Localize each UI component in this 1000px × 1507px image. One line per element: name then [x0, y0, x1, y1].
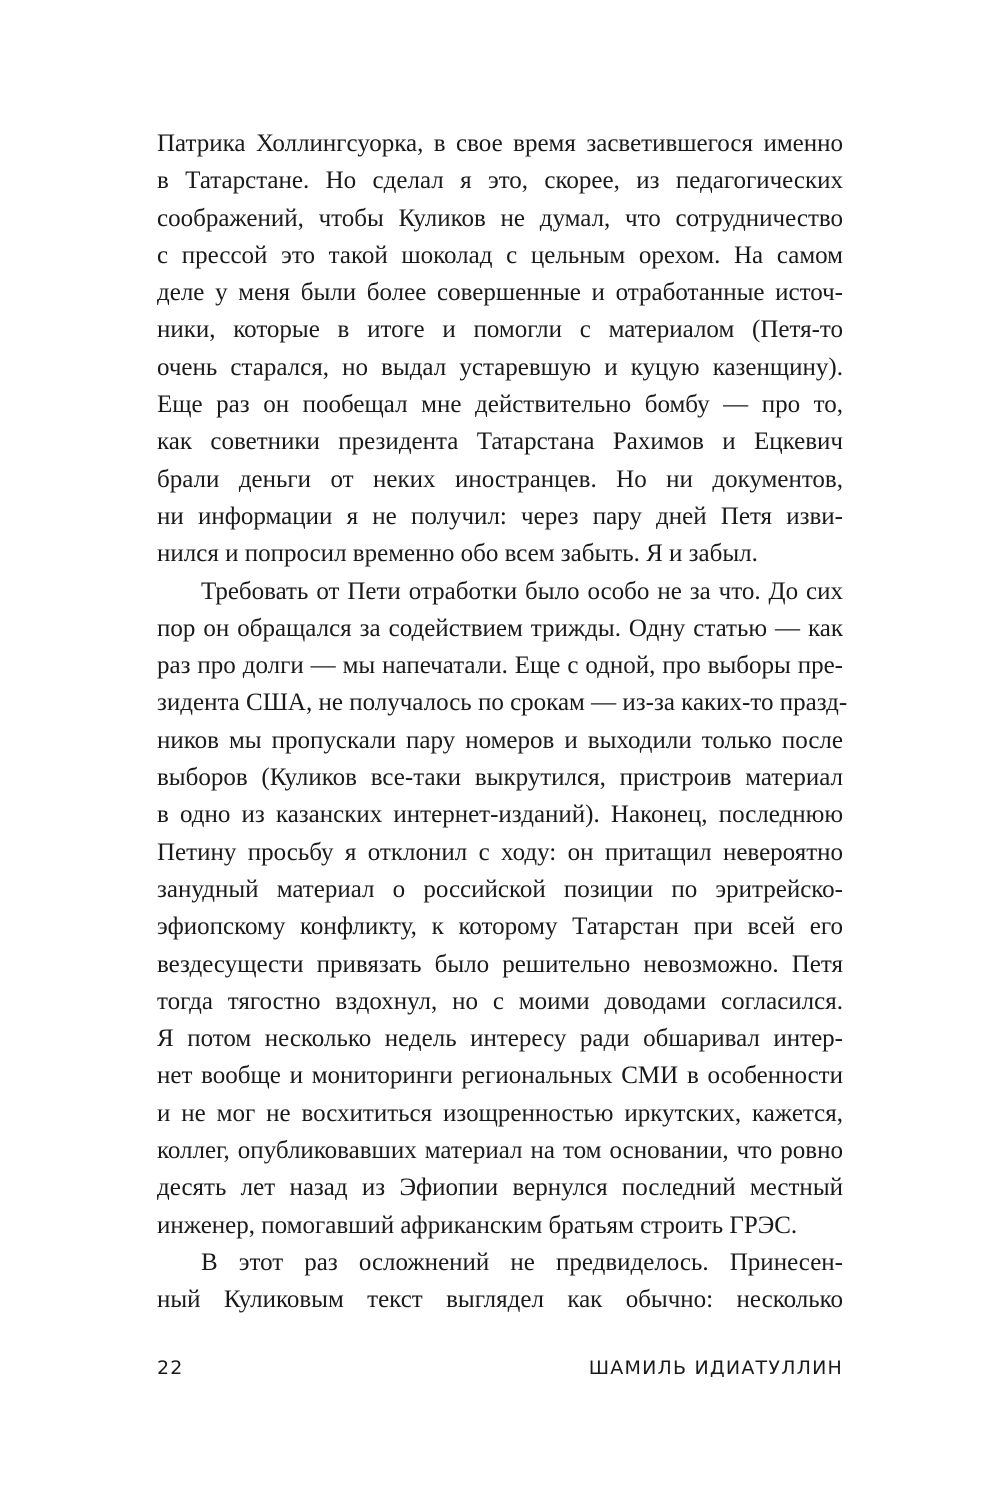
text-line: занудный материал о российской позиции по эритрейско-	[157, 875, 843, 903]
text-line: в Татарстане. Но сделал я это, скорее, из педагогических	[157, 167, 843, 195]
paragraph	[157, 573, 848, 1244]
text-line: выборов (Куликов все-таки выкрутился, пристроив материал	[157, 764, 843, 792]
text-line: ники, которые в итоге и помогли с материалом (Петя-то	[157, 316, 843, 344]
paragraph	[157, 125, 843, 573]
text-line: брали деньги от неких иностранцев. Но ни документов,	[157, 465, 843, 493]
text-line: соображений, чтобы Куликов не думал, что сотрудничество	[157, 204, 843, 232]
text-line: Патрика Холлингсуорка, в свое время засветившегося именно	[157, 130, 843, 157]
text-line: Требовать от Пети отработки было особо не за что. До сих	[201, 577, 843, 605]
text-line: деле у меня были более совершенные и отработанные источ-	[157, 279, 843, 307]
page-number: 22	[157, 1357, 184, 1379]
text-line: Еще раз он пообещал мне действительно бомбу — про то,	[157, 391, 843, 419]
text-line: с прессой это такой шоколад с цельным орехом. На самом	[157, 241, 843, 269]
text-line: тогда тягостно вздохнул, но с моими доводами согласился.	[157, 987, 843, 1015]
text-line: Я потом несколько недель интересу ради обшаривал интер-	[157, 1025, 843, 1053]
running-footer-author: ШАМИЛЬ ИДИАТУЛЛИН	[588, 1357, 843, 1379]
text-line: ников мы пропускали пару номеров и выходили только после	[157, 726, 843, 754]
text-line: инженер, помогавший африканским братьям строить ГРЭС.	[157, 1211, 798, 1239]
text-line: В этот раз осложнений не предвиделось. Принесен-	[201, 1248, 843, 1276]
text-line: и не мог не восхититься изощренностью иркутских, кажется,	[157, 1099, 843, 1127]
text-line: десять лет назад из Эфиопии вернулся последний местный	[157, 1174, 843, 1202]
text-line: очень старался, но выдал устаревшую и куцую казенщину).	[157, 353, 843, 381]
text-line: эфиопскому конфликту, к которому Татарстан при всей его	[157, 913, 843, 941]
text-line: в одно из казанских интернет-изданий). Наконец, последнюю	[157, 801, 843, 829]
page-footer	[157, 1357, 843, 1387]
text-line: коллег, опубликовавших материал на том основании, что ровно	[157, 1137, 843, 1165]
text-line: нет вообще и мониторинги региональных СМИ в особенности	[157, 1062, 843, 1090]
text-line: ный Куликовым текст выглядел как обычно: несколько	[157, 1286, 843, 1314]
paragraph	[157, 1244, 843, 1319]
text-line: пор он обращался за содействием трижды. Одну статью — как	[157, 614, 843, 642]
text-line: нился и попросил временно обо всем забыть. Я и забыл.	[157, 540, 758, 568]
text-line: Петину просьбу я отклонил с ходу: он притащил невероятно	[157, 838, 843, 866]
text-line: как советники президента Татарстана Рахимов и Ецкевич	[157, 428, 843, 456]
text-line: раз про долги — мы напечатали. Еще с одной, про выборы пре-	[157, 652, 843, 680]
body-text	[157, 125, 848, 1319]
text-line: вездесущести привязать было решительно невозможно. Петя	[157, 950, 843, 978]
text-line: зидента США, не получалось по срокам — из-за каких-то празд-	[157, 689, 848, 717]
text-line: ни информации я не получил: через пару дней Петя изви-	[157, 502, 843, 530]
